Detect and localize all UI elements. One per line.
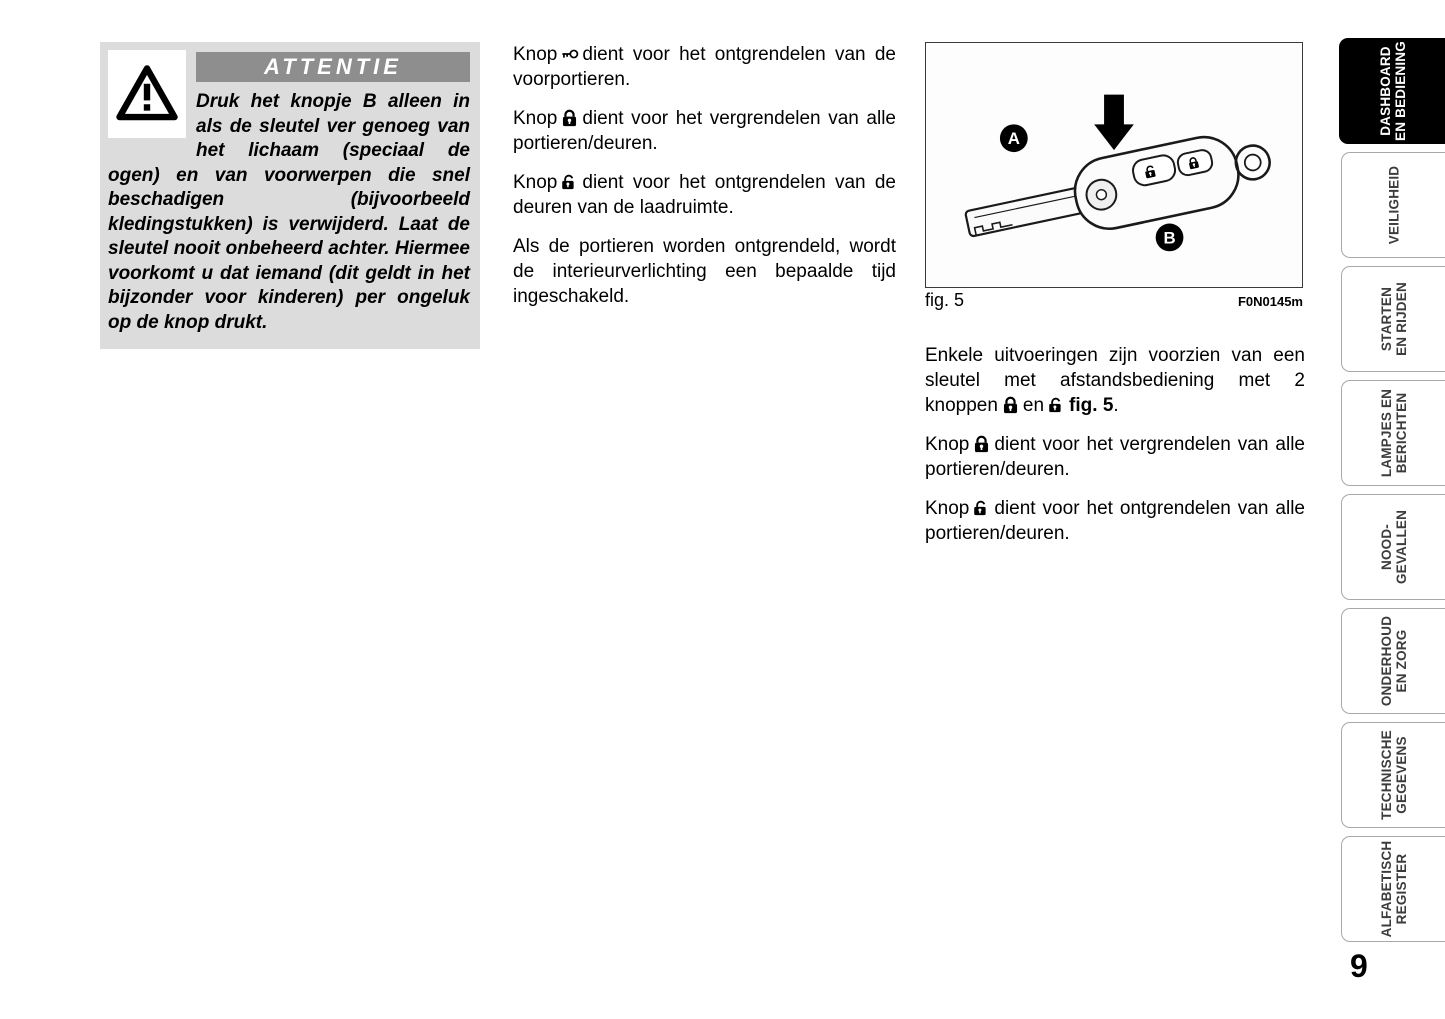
tab-technische-gegevens: [1341, 722, 1445, 828]
tab-label: [1379, 282, 1409, 356]
warning-body-text: Druk het knopje B alleen in als de sleutel ver genoeg van het lichaam (speciaal de ogen) en van voorwerpen die snel beschadigen (bijvoorbeeld kledingstukken) is verwijderd. Laat de sleutel nooit onbeheerd achter. Hiermee voorkomt u dat iemand (dit geldt in het bijzonder voor kinderen) per ongeluk op de knop drukt.: [108, 91, 470, 333]
text: Knop: [925, 434, 970, 455]
paragraph-lock-all: [925, 432, 1305, 482]
tab-label-line: ONDERHOUD: [1378, 615, 1394, 707]
text: dient voor het ontgrendelen van de voorportieren.: [513, 44, 896, 90]
warning-box: [100, 42, 480, 349]
tab-dashboard-en-bediening: [1339, 38, 1445, 144]
tab-label: [1379, 841, 1409, 938]
text: dient voor het ontgrendelen van de deuren van de laadruimte.: [513, 172, 896, 218]
tab-label-line: GEVALLEN: [1393, 509, 1409, 585]
tab-label-line: ALFABETISCH: [1378, 840, 1394, 938]
lock-open-icon: [972, 498, 991, 518]
tab-onderhoud-en-zorg: [1341, 608, 1445, 714]
paragraph-unlock-all: [925, 496, 1305, 546]
text: Knop: [513, 172, 558, 193]
figure-caption: fig. 5: [925, 290, 965, 310]
tab-label-line: EN ZORG: [1393, 629, 1409, 693]
tab-label-line: LAMPJES EN: [1378, 388, 1394, 478]
lock-closed-icon: [972, 434, 991, 454]
text: dient voor het vergrendelen van alle portieren/deuren.: [925, 434, 1305, 480]
tab-label: [1379, 616, 1409, 706]
tab-label-line: EN BEDIENING: [1392, 41, 1408, 141]
middle-column: [513, 42, 896, 323]
tab-lampjes-en-berichten: [1341, 380, 1445, 486]
figure-code: F0N0145m: [1237, 294, 1303, 309]
lock-closed-icon: [1001, 395, 1020, 415]
text: Als de portieren worden ontgrendeld, wordt de interieurverlichting een bepaalde tijd ingeschakeld.: [513, 236, 896, 307]
tab-label-line: REGISTER: [1393, 853, 1409, 925]
warning-triangle-icon: [108, 50, 186, 138]
tab-label: [1379, 510, 1409, 584]
tab-veiligheid: [1341, 152, 1445, 258]
text: Knop: [513, 44, 558, 65]
tab-label-line: BERICHTEN: [1393, 392, 1409, 474]
paragraph-unlock-front-doors: [513, 42, 896, 92]
figure-label-a: A: [1007, 129, 1020, 149]
tab-label-line: NOOD-: [1378, 524, 1394, 571]
figure-key-box: [925, 42, 1303, 288]
tab-label-line: STARTEN: [1378, 286, 1394, 352]
page-number: 9: [1350, 948, 1368, 984]
warning-title: ATTENTIE: [264, 54, 402, 79]
tab-label-line: EN RIJDEN: [1393, 282, 1409, 356]
tab-label-line: DASHBOARD: [1377, 46, 1393, 136]
text: dient voor het ontgrendelen van alle portieren/deuren.: [925, 498, 1305, 544]
text: Knop: [925, 498, 970, 519]
figure-label-b: B: [1163, 228, 1176, 248]
text: Enkele uitvoeringen zijn voorzien van een sleutel met afstandsbediening met 2 knoppen: [925, 345, 1305, 416]
text: dient voor het vergrendelen van alle portieren/deuren.: [513, 108, 896, 154]
key-unlock-icon: [560, 44, 579, 64]
warning-title-bar: [196, 52, 470, 82]
paragraph-unlock-cargo-doors: [513, 170, 896, 220]
paragraph-two-button-key: [925, 343, 1305, 418]
lock-open-icon: [1047, 395, 1066, 415]
tab-label-line: VEILIGHEID: [1386, 165, 1401, 245]
tab-starten-en-rijden: [1341, 266, 1445, 372]
tab-alfabetisch-register: [1341, 836, 1445, 942]
tab-label: [1378, 41, 1408, 141]
tab-label: [1379, 730, 1409, 820]
tab-label-line: TECHNISCHE: [1378, 730, 1394, 820]
paragraph-lock-all-doors: [513, 106, 896, 156]
text: en: [1022, 395, 1045, 416]
arrow-down-icon: [1094, 95, 1134, 151]
tab-noodgevallen: [1341, 494, 1445, 600]
lock-open-icon: [560, 172, 579, 192]
tab-label-line: GEGEVENS: [1393, 736, 1409, 814]
figure-caption-row: [925, 290, 1303, 311]
key-remote-illustration: [926, 43, 1302, 287]
tab-label: [1386, 166, 1401, 245]
tab-label: [1379, 389, 1409, 477]
text: Knop: [513, 108, 558, 129]
figure-reference: fig. 5: [1069, 395, 1114, 416]
right-column: [925, 343, 1305, 560]
lock-closed-icon: [560, 108, 579, 128]
paragraph-interior-light: [513, 234, 896, 309]
text: .: [1113, 395, 1119, 416]
